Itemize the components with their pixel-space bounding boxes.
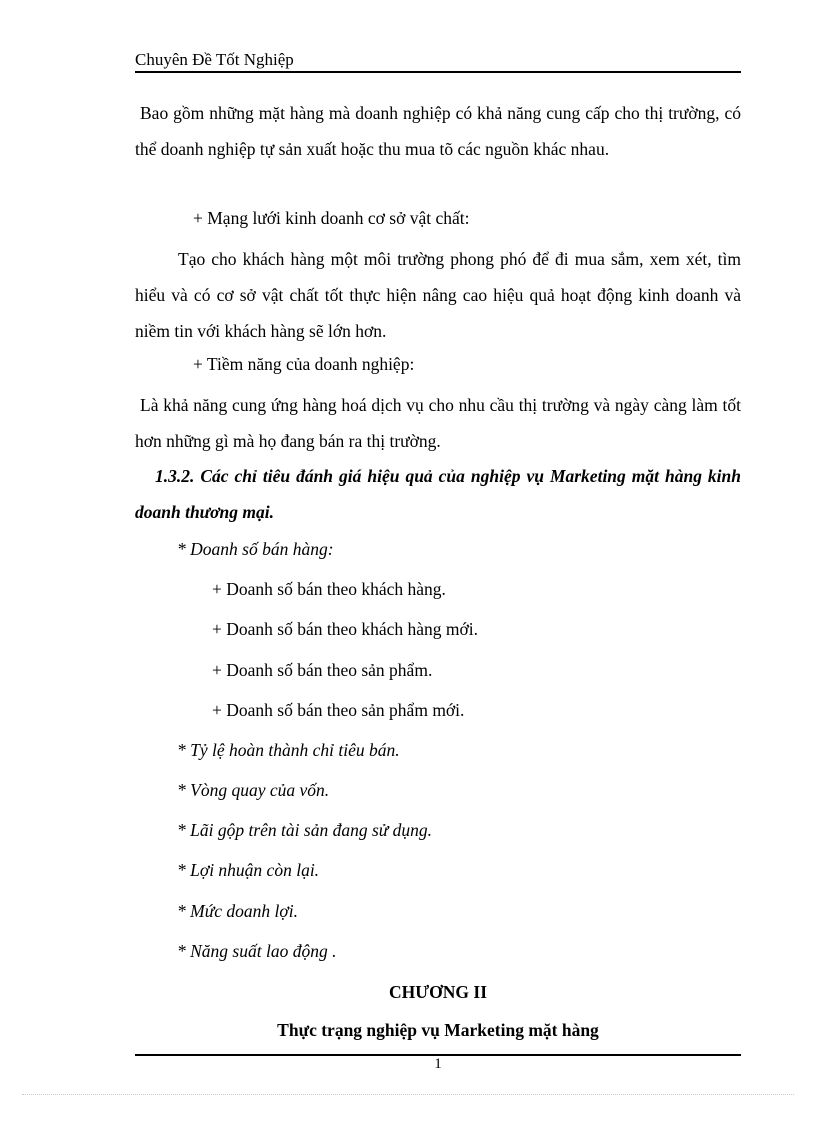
sales-item: + Doanh số bán theo khách hàng mới. [212, 619, 479, 639]
indicator-item: * Tỷ lệ hoàn thành chỉ tiêu bán. [177, 740, 400, 760]
indicator-item: * Lợi nhuận còn lại. [177, 860, 320, 880]
paragraph-facilities: Tạo cho khách hàng một môi trường phong phó để đi mua sắm, xem xét, tìm hiểu và có cơ sở vật chất tốt thực hiện nâng cao hiệu quả hoạt động kinh doanh và niềm tin với khách hàng sẽ lớn hơn. [135, 249, 741, 341]
sales-heading: * Doanh số bán hàng: [177, 539, 334, 559]
indicator-item: * Mức doanh lợi. [177, 901, 298, 921]
item-enterprise-potential: + Tiềm năng của doanh nghiệp: [193, 354, 415, 374]
sales-item: + Doanh số bán theo sản phẩm mới. [212, 700, 465, 720]
sales-item: + Doanh số bán theo khách hàng. [212, 579, 446, 599]
paragraph-products: Bao gồm những mặt hàng mà doanh nghiệp có khả năng cung cấp cho thị trường, có thể doanh nghiệp tự sản xuất hoặc thu mua tõ các nguồn khác nhau. [135, 103, 741, 159]
page-bottom-border [22, 1094, 794, 1095]
chapter-subtitle: Thực trạng nghiệp vụ Marketing mặt hàng [277, 1020, 599, 1040]
header-rule [135, 71, 741, 73]
paragraph-supply-capacity: Là khả năng cung ứng hàng hoá dịch vụ cho nhu cầu thị trường và ngày càng làm tốt hơn những gì mà họ đang bán ra thị trường. [135, 395, 741, 451]
chapter-title: CHƯƠNG II [388, 982, 488, 1002]
sales-item: + Doanh số bán theo sản phẩm. [212, 660, 433, 680]
page-number: 1 [434, 1056, 442, 1072]
item-business-network: + Mạng lưới kinh doanh cơ sở vật chất: [193, 208, 470, 228]
header-title: Chuyên Đề Tốt Nghiệp [135, 50, 294, 69]
indicator-item: * Vòng quay của vốn. [177, 780, 330, 800]
section-heading: 1.3.2. Các chỉ tiêu đánh giá hiệu quả của nghiệp vụ Marketing mặt hàng kinh doanh thương mại. [135, 466, 741, 522]
indicator-item: * Năng suất lao động . [177, 941, 337, 961]
indicator-item: * Lãi gộp trên tài sản đang sử dụng. [177, 820, 433, 840]
